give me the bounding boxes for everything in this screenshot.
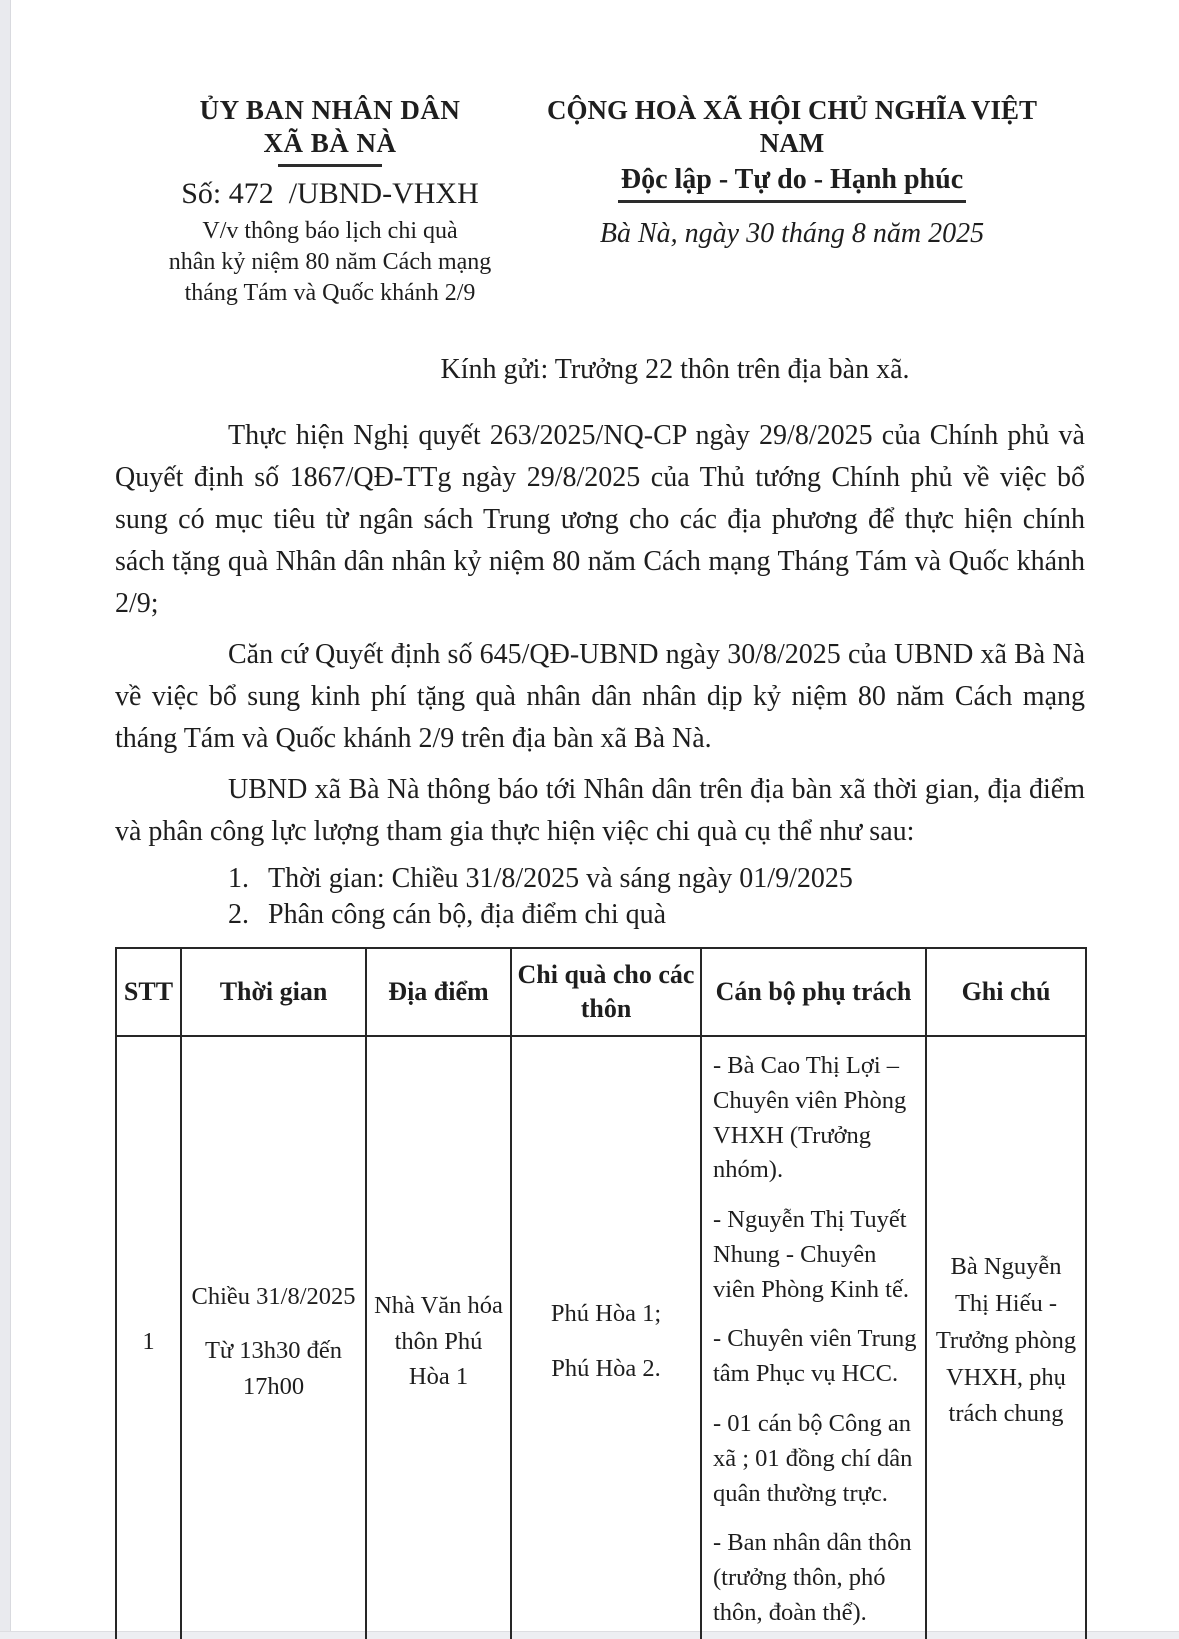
table-header-can-bo: Cán bộ phụ trách	[701, 948, 926, 1036]
can-bo-item-4: - 01 cán bộ Công an xã ; 01 đồng chí dân quân thường trực.	[713, 1410, 913, 1507]
list-item-time	[228, 861, 1085, 898]
paragraph-legal-basis-2: Căn cứ Quyết định số 645/QĐ-UBND ngày 30/8/2025 của UBND xã Bà Nà về việc bổ sung kinh phí tặng quà nhân dân nhân dịp kỷ niệm 80 năm Cách mạng tháng Tám và Quốc khánh 2/9 trên địa bàn xã Bà Nà.	[115, 638, 1085, 754]
cell-thoi-gian	[181, 1036, 366, 1639]
distribution-schedule-table	[115, 947, 1087, 1639]
photo-edge-left	[0, 0, 11, 1639]
cell-chi-qua-line-1: Phú Hòa 1;	[550, 1300, 662, 1328]
table-row	[116, 1036, 1086, 1639]
subject-line-3: tháng Tám và Quốc khánh 2/9	[184, 280, 476, 307]
table-header-thoi-gian: Thời gian	[181, 948, 366, 1036]
can-bo-item-3: - Chuyên viên Trung tâm Phục vụ HCC.	[713, 1325, 917, 1388]
issuing-org-name: ỦY BAN NHÂN DÂN	[199, 95, 461, 125]
table-header-chi-qua: Chi quà cho các thôn	[511, 948, 701, 1036]
national-motto-block	[545, 94, 1085, 310]
cell-chi-qua	[511, 1036, 701, 1639]
paragraph-legal-basis-1: Thực hiện Nghị quyết 263/2025/NQ-CP ngày 29/8/2025 của Chính phủ và Quyết định số 1867/QĐ-TTg ngày 29/8/2025 của Thủ tướng Chính phủ về việc bổ sung có mục tiêu từ ngân sách Trung ương cho các địa phương để thực hiện chính sách tặng quà Nhân dân nhân kỷ niệm 80 năm Cách mạng Tháng Tám và Quốc khánh 2/9;	[115, 419, 1085, 619]
document-subject	[115, 216, 545, 310]
list-item-2-number: 2.	[228, 899, 249, 931]
national-motto-text: Độc lập - Tự do - Hạnh phúc	[618, 164, 966, 203]
document-number: Số: 472 /UBND-VHXH	[181, 176, 479, 210]
paragraph-announcement: UBND xã Bà Nà thông báo tới Nhân dân trên địa bàn xã thời gian, địa điểm và phân công lực lượng tham gia thực hiện việc chi quà cụ thể như sau:	[115, 773, 1085, 847]
ghi-chu-text: Bà Nguyễn Thị Hiếu - Trưởng phòng VHXH, phụ trách chung	[935, 1253, 1077, 1428]
table-header-ghi-chu: Ghi chú	[926, 948, 1086, 1036]
cell-thoi-gian-line-1: Chiều 31/8/2025	[191, 1282, 356, 1310]
table-header-dia-diem: Địa điểm	[366, 948, 511, 1036]
subject-line-2: nhân kỷ niệm 80 năm Cách mạng	[168, 249, 492, 276]
national-title: CỘNG HOÀ XÃ HỘI CHỦ NGHĨA VIỆT NAM	[546, 95, 1038, 159]
document-header	[115, 94, 1085, 310]
cell-stt: 1	[116, 1036, 181, 1639]
list-item-assignment	[228, 897, 1085, 934]
cell-ghi-chu	[926, 1036, 1086, 1639]
numbered-list	[115, 861, 1085, 935]
can-bo-item-5: - Ban nhân dân thôn (trưởng thôn, phó thôn, đoàn thể).	[713, 1529, 912, 1626]
cell-thoi-gian-line-2: Từ 13h30 đến 17h00	[204, 1337, 343, 1400]
cell-dia-diem: Nhà Văn hóa thôn Phú Hòa 1	[366, 1036, 511, 1639]
org-underline	[278, 164, 382, 167]
table-header-stt: STT	[116, 948, 181, 1036]
issuing-authority-block	[115, 94, 545, 310]
can-bo-item-2: - Nguyễn Thị Tuyết Nhung - Chuyên viên Phòng Kinh tế.	[713, 1206, 909, 1303]
cell-chi-qua-line-2: Phú Hòa 2.	[551, 1354, 661, 1382]
recipient-line: Kính gửi: Trưởng 22 thôn trên địa bàn xã.	[440, 353, 910, 385]
document-content	[115, 94, 1085, 1639]
can-bo-item-1: - Bà Cao Thị Lợi – Chuyên viên Phòng VHXH (Trưởng nhóm).	[713, 1052, 907, 1184]
issuing-org-commune: XÃ BÀ NÀ	[263, 128, 397, 159]
list-item-1-text: Thời gian: Chiều 31/8/2025 và sáng ngày 01/9/2025	[268, 862, 853, 894]
table-header-row	[116, 948, 1086, 1036]
cell-can-bo	[701, 1036, 926, 1639]
list-item-1-number: 1.	[228, 862, 249, 894]
national-motto	[545, 164, 1039, 203]
place-and-date: Bà Nà, ngày 30 tháng 8 năm 2025	[599, 217, 985, 249]
list-item-2-text: Phân công cán bộ, địa điểm chi quà	[268, 899, 667, 931]
subject-line-1: V/v thông báo lịch chi quà	[202, 217, 458, 244]
